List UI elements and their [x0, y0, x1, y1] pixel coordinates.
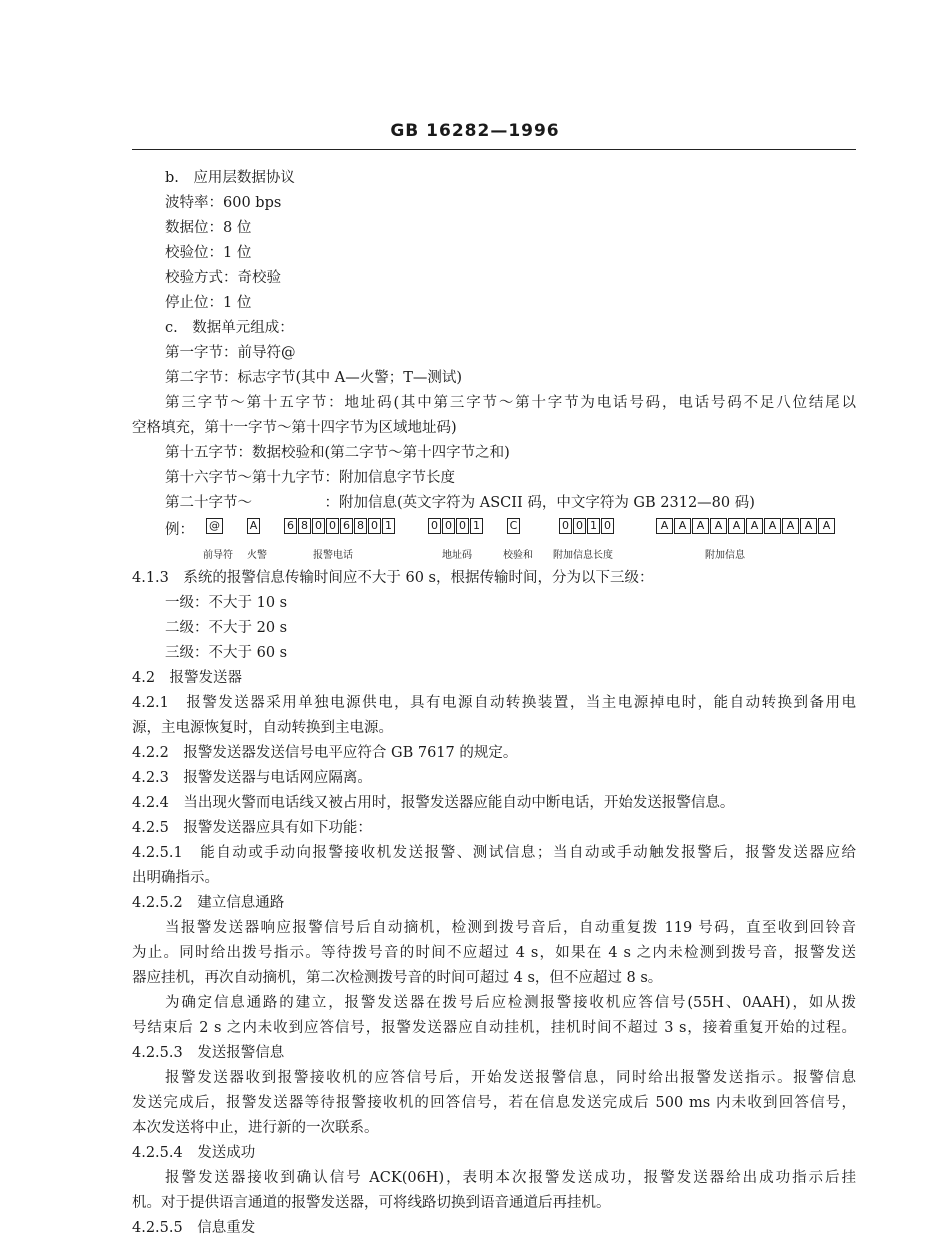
caption-preamble: 前导符	[203, 550, 233, 561]
level-1-line: 一级：不大于 10 s	[165, 595, 288, 611]
parity-mode-line: 校验方式：奇校验	[165, 270, 281, 286]
caption-checksum: 校验和	[503, 550, 533, 561]
clause-4-2-5: 4.2.5 报警发送器应具有如下功能：	[132, 820, 372, 836]
para-confirm-2: 号结束后 2 s 之内未收到应答信号，报警发送器应自动挂机，挂机时间不超过 3 s，接着重复开始的过程。	[132, 1020, 856, 1036]
example-box: 6	[340, 518, 353, 534]
example-box: C	[507, 518, 520, 534]
clause-4-2-2: 4.2.2 报警发送器发送信号电平应符合 GB 7617 的规定。	[132, 745, 518, 761]
byte-2-line: 第二字节：标志字节(其中 A—火警；T—测试)	[165, 370, 463, 386]
example-box: 0	[312, 518, 325, 534]
byte-1-line: 第一字节：前导符@	[165, 345, 296, 361]
clause-4-1-3: 4.1.3 系统的报警信息传输时间应不大于 60 s，根据传输时间，分为以下三级：	[132, 570, 654, 586]
clause-4-2-heading: 4.2 报警发送器	[132, 670, 243, 686]
byte-15-line: 第十五字节：数据校验和(第二字节～第十四字节之和)	[165, 445, 510, 461]
example-box: A	[818, 518, 835, 534]
para-channel-1: 当报警发送器响应报警信号后自动摘机，检测到拨号音后，自动重复拨 119 号码，直至收到回铃音	[165, 920, 856, 936]
clause-4-2-1: 4.2.1 报警发送器采用单独电源供电，具有电源自动转换装置，当主电源掉电时，能自动转换到备用电	[132, 695, 856, 711]
para-success-1: 报警发送器接收到确认信号 ACK(06H)，表明本次报警发送成功，报警发送器给出成功指示后挂	[165, 1170, 856, 1186]
para-confirm-1: 为确定信息通路的建立，报警发送器在拨号后应检测报警接收机应答信号(55H、0AAH)，如从拨	[165, 995, 856, 1011]
example-group-area	[428, 518, 483, 538]
example-box: A	[728, 518, 745, 534]
example-label: 例：	[165, 522, 194, 538]
para-success-2: 机。对于提供语言通道的报警发送器，可将线路切换到语音通道后再挂机。	[132, 1195, 611, 1211]
para-send-3: 本次发送将中止，进行新的一次联系。	[132, 1120, 379, 1136]
example-box: 0	[573, 518, 586, 534]
example-group-phone	[284, 518, 395, 538]
para-send-2: 发送完成后，报警发送器等待报警接收机的回答信号，若在信息发送完成后 500 ms 内未收到回答信号，	[132, 1095, 856, 1111]
clause-4-2-5-2-heading: 4.2.5.2 建立信息通路	[132, 895, 285, 911]
clause-4-2-5-3-heading: 4.2.5.3 发送报警信息	[132, 1045, 285, 1061]
header-rule	[132, 149, 856, 150]
data-bits-line: 数据位：8 位	[165, 220, 252, 236]
example-group-preamble	[206, 518, 223, 538]
byte-20-line: 第二十字节～ ：附加信息(英文字符为 ASCII 码，中文字符为 GB 2312—80 码)	[165, 495, 755, 511]
example-box: 0	[601, 518, 614, 534]
example-box: A	[247, 518, 260, 534]
example-group-length	[559, 518, 614, 538]
example-box: A	[656, 518, 673, 534]
caption-extra-length: 附加信息长度	[553, 550, 613, 561]
caption-extra-info: 附加信息	[705, 550, 745, 561]
example-box: 1	[382, 518, 395, 534]
byte-3-15-line-cont: 空格填充，第十一字节～第十四字节为区域地址码)	[132, 420, 457, 436]
example-box: @	[206, 518, 223, 534]
example-group-extra	[656, 518, 835, 538]
caption-address: 地址码	[442, 550, 472, 561]
baud-rate-line: 波特率：600 bps	[165, 195, 282, 211]
example-box: 0	[442, 518, 455, 534]
para-channel-3: 器应挂机，再次自动摘机，第二次检测拨号音的时间可超过 4 s，但不应超过 8 s。	[132, 970, 663, 986]
example-box: 6	[284, 518, 297, 534]
clause-4-2-1-cont: 源，主电源恢复时，自动转换到主电源。	[132, 720, 393, 736]
example-box: A	[800, 518, 817, 534]
example-box: A	[746, 518, 763, 534]
caption-alarm-phone: 报警电话	[313, 550, 353, 561]
para-send-1: 报警发送器收到报警接收机的应答信号后，开始发送报警信息，同时给出报警发送指示。报警信息	[165, 1070, 856, 1086]
example-box: 0	[456, 518, 469, 534]
example-box: 1	[587, 518, 600, 534]
example-box: 8	[298, 518, 311, 534]
example-box: A	[674, 518, 691, 534]
item-c-heading: c. 数据单元组成：	[165, 320, 294, 336]
clause-4-2-5-5-heading: 4.2.5.5 信息重发	[132, 1220, 256, 1236]
example-box: 0	[368, 518, 381, 534]
byte-16-19-line: 第十六字节～第十九字节：附加信息字节长度	[165, 470, 455, 486]
example-group-flag	[247, 518, 260, 538]
para-channel-2: 为止。同时给出拨号指示。等待拨号音的时间不应超过 4 s，如果在 4 s 之内未检测到拨号音，报警发送	[132, 945, 856, 961]
example-box: A	[764, 518, 781, 534]
stop-bits-line: 停止位：1 位	[165, 295, 252, 311]
example-box: 0	[428, 518, 441, 534]
page-header-title: GB 16282—1996	[390, 121, 560, 141]
caption-fire-alarm: 火警	[247, 550, 267, 561]
example-box: A	[782, 518, 799, 534]
example-box: A	[710, 518, 727, 534]
level-2-line: 二级：不大于 20 s	[165, 620, 288, 636]
example-box: 0	[326, 518, 339, 534]
clause-4-2-5-1-cont: 出明确指示。	[132, 870, 219, 886]
clause-4-2-5-1: 4.2.5.1 能自动或手动向报警接收机发送报警、测试信息；当自动或手动触发报警后，报警发送器应给	[132, 845, 856, 861]
clause-4-2-5-4-heading: 4.2.5.4 发送成功	[132, 1145, 256, 1161]
level-3-line: 三级：不大于 60 s	[165, 645, 288, 661]
clause-4-2-3: 4.2.3 报警发送器与电话网应隔离。	[132, 770, 372, 786]
example-group-checksum	[507, 518, 520, 538]
example-box: 1	[470, 518, 483, 534]
example-box: 8	[354, 518, 367, 534]
byte-3-15-line: 第三字节～第十五字节：地址码(其中第三字节～第十字节为电话号码，电话号码不足八位结尾以	[165, 395, 856, 411]
item-b-heading: b. 应用层数据协议	[165, 170, 295, 186]
example-box: A	[692, 518, 709, 534]
clause-4-2-4: 4.2.4 当出现火警而电话线又被占用时，报警发送器应能自动中断电话，开始发送报警信息。	[132, 795, 735, 811]
parity-bits-line: 校验位：1 位	[165, 245, 252, 261]
example-box: 0	[559, 518, 572, 534]
